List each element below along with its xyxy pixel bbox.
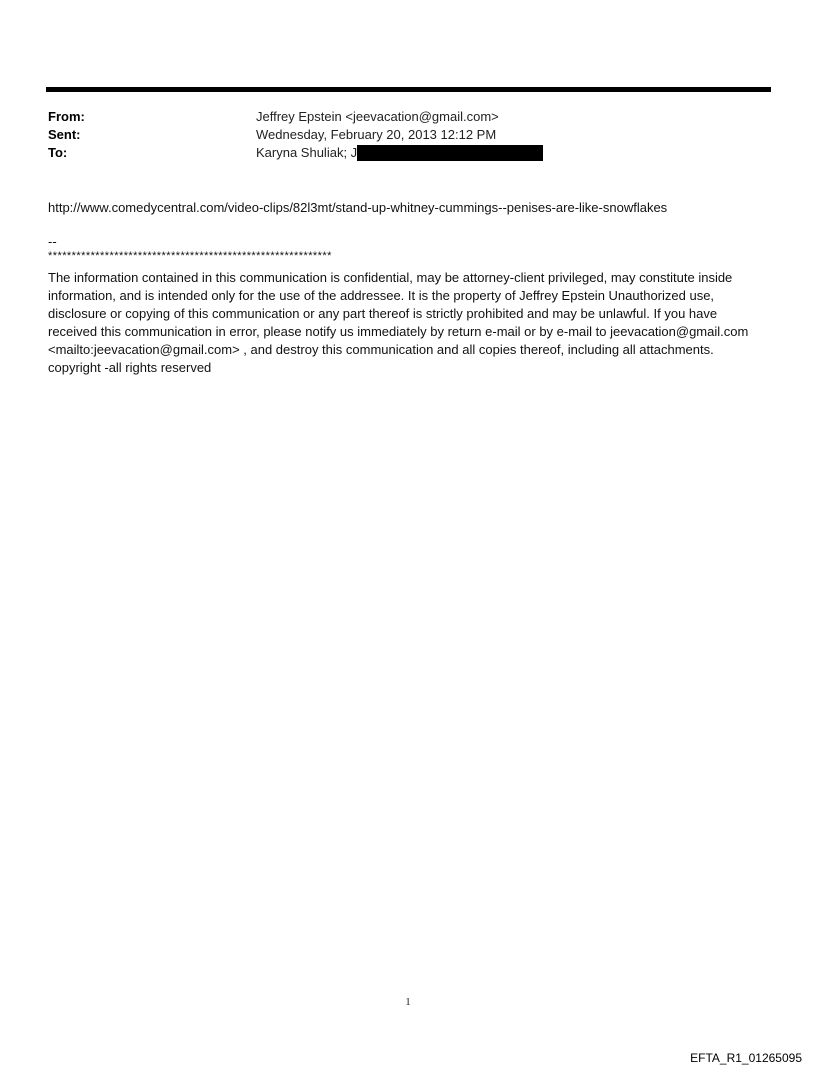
redaction-block	[357, 145, 543, 161]
page-number: 1	[405, 996, 411, 1008]
from-row	[48, 108, 768, 126]
to-value: Karyna Shuliak; J	[256, 145, 358, 160]
document-id: EFTA_R1_01265095	[690, 1051, 802, 1065]
to-label: To:	[48, 145, 68, 160]
to-value-wrapper	[256, 144, 543, 162]
signature-separator: --	[48, 234, 57, 249]
confidentiality-disclaimer: The information contained in this communication is confidential, may be attorney-client privileged, may constitute inside information, and is intended only for the use of the addressee. It is the property of Jeffrey Epstein Unauthorized use, disclosure or copying of this communication or any part thereof is strictly prohibited and may be unlawful. If you have received this communication in error, please notify us immediately by return e-mail or by e-mail to jeevacation@gmail.com <mailto:jeevacation@gmail.com> , and destroy this communication and all copies thereof, including all attachments. copyright -all rights reserved	[48, 270, 749, 375]
asterisk-divider: ************************************************************	[48, 250, 332, 262]
to-row	[48, 144, 768, 162]
sent-row	[48, 126, 768, 144]
from-label: From:	[48, 109, 85, 124]
video-link: http://www.comedycentral.com/video-clips/82l3mt/stand-up-whitney-cummings--penises-are-like-snowflakes	[48, 200, 668, 215]
sent-label: Sent:	[48, 127, 81, 142]
sent-value: Wednesday, February 20, 2013 12:12 PM	[256, 127, 497, 142]
header-divider	[46, 87, 771, 92]
from-value: Jeffrey Epstein <jeevacation@gmail.com>	[256, 109, 499, 124]
